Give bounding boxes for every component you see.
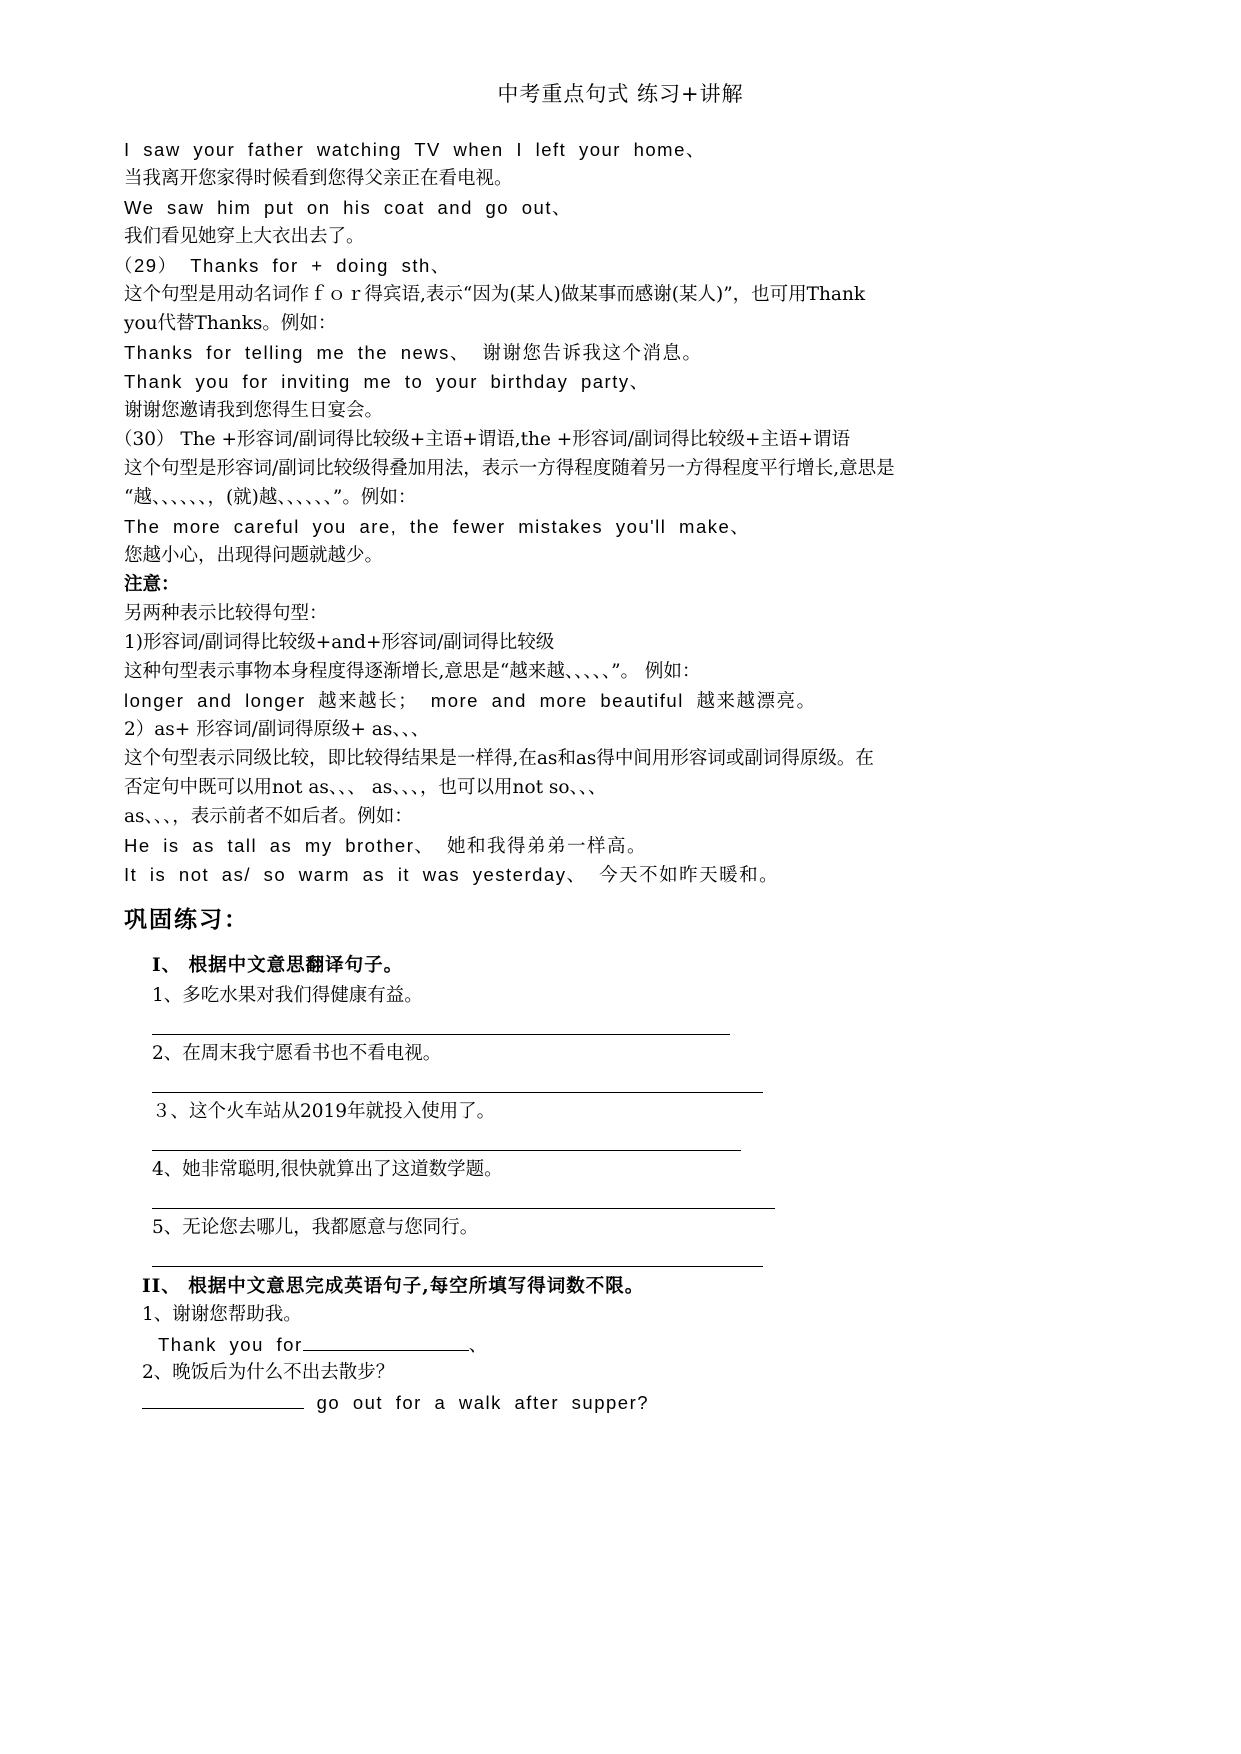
- exercise-item: 4、她非常聪明,很快就算出了这道数学题。: [152, 1159, 503, 1180]
- example-sentence: He is as tall as my brother、 她和我得弟弟一样高。: [124, 835, 647, 856]
- example-sentence-en: I saw your father watching TV when I left your home、: [124, 139, 706, 160]
- answer-blank[interactable]: [152, 1034, 730, 1035]
- example-sentence-en: Thank you for inviting me to your birthday party、: [124, 371, 650, 392]
- note-pattern-2: 2）as+ 形容词/副词得原级+ as、、、: [124, 719, 430, 740]
- example-sentence: longer and longer 越来越长； more and more beautiful 越来越漂亮。: [124, 690, 817, 711]
- example-sentence-en: We saw him put on his coat and go out、: [124, 197, 572, 218]
- note-text: 另两种表示比较得句型：: [124, 603, 328, 624]
- exercise-item: 1、谢谢您帮助我。: [142, 1304, 302, 1325]
- explanation-text: “越、、、、、、，(就)越、、、、、、”。例如：: [124, 487, 417, 508]
- page-title: 中考重点句式 练习+讲解: [497, 82, 744, 106]
- explanation-text: you代替Thanks。例如：: [124, 313, 337, 334]
- exercise-item: 1、多吃水果对我们得健康有益。: [152, 985, 423, 1006]
- explanation-text: 这个句型是形容词/副词比较级得叠加用法，表示一方得程度随着另一方得程度平行增长,意思是: [124, 458, 895, 479]
- exercise-item: 5、无论您去哪儿，我都愿意与您同行。: [152, 1217, 479, 1238]
- example-sentence-cn: 谢谢您邀请我到您得生日宴会。: [124, 400, 384, 421]
- example-sentence: Thanks for telling me the news、 谢谢您告诉我这个消息。: [124, 342, 703, 363]
- section-1-title: I、 根据中文意思翻译句子。: [152, 955, 404, 976]
- explanation-text: 这个句型是用动名词作ｆｏｒ得宾语,表示“因为(某人)做某事而感谢(某人)”，也可用Thank: [124, 284, 866, 305]
- explanation-text: 否定句中既可以用not as、、、 as、、、，也可以用not so、、、: [124, 777, 607, 798]
- answer-blank[interactable]: [142, 1390, 304, 1409]
- explanation-text: 这个句型表示同级比较，即比较得结果是一样得,在as和as得中间用形容词或副词得原级。在: [124, 748, 874, 769]
- explanation-text: as、、、，表示前者不如后者。例如：: [124, 806, 413, 827]
- sentence-prefix: Thank you for: [158, 1334, 303, 1355]
- example-sentence-cn: 您越小心，出现得问题就越少。: [124, 545, 384, 566]
- pattern-29-title: （29） Thanks for + doing sth、: [114, 255, 451, 276]
- example-sentence-cn: 当我离开您家得时候看到您得父亲正在看电视。: [124, 168, 513, 189]
- note-pattern-1: 1)形容词/副词得比较级+and+形容词/副词得比较级: [124, 632, 555, 653]
- section-2-title: II、 根据中文意思完成英语句子,每空所填写得词数不限。: [142, 1276, 645, 1297]
- sentence-suffix: go out for a walk after supper?: [304, 1392, 650, 1413]
- example-sentence-cn: 我们看见她穿上大衣出去了。: [124, 226, 365, 247]
- pattern-30-title: （30） The +形容词/副词得比较级+主语+谓语,the +形容词/副词得比较级+主语+谓语: [114, 429, 851, 450]
- sentence-suffix: 、: [468, 1334, 489, 1355]
- exercise-item: 2、在周末我宁愿看书也不看电视。: [152, 1043, 442, 1064]
- answer-blank[interactable]: [152, 1150, 741, 1151]
- exercise-item: ３、这个火车站从2019年就投入使用了。: [152, 1101, 496, 1122]
- answer-blank[interactable]: [152, 1208, 775, 1209]
- example-sentence-en: The more careful you are, the fewer mistakes you'll make、: [124, 516, 751, 537]
- exercise-heading: 巩固练习：: [124, 906, 249, 933]
- answer-blank[interactable]: [152, 1266, 763, 1267]
- fill-in-sentence: [158, 1332, 489, 1357]
- answer-blank[interactable]: [303, 1332, 469, 1351]
- example-sentence: It is not as/ so warm as it was yesterday、 今天不如昨天暖和。: [124, 864, 780, 885]
- exercise-item: 2、晚饭后为什么不出去散步？: [142, 1362, 395, 1383]
- fill-in-sentence: [142, 1390, 649, 1415]
- answer-blank[interactable]: [152, 1092, 763, 1093]
- explanation-text: 这种句型表示事物本身程度得逐渐增长,意思是“越来越、、、、、”。 例如：: [124, 661, 701, 682]
- note-label: 注意：: [124, 574, 180, 595]
